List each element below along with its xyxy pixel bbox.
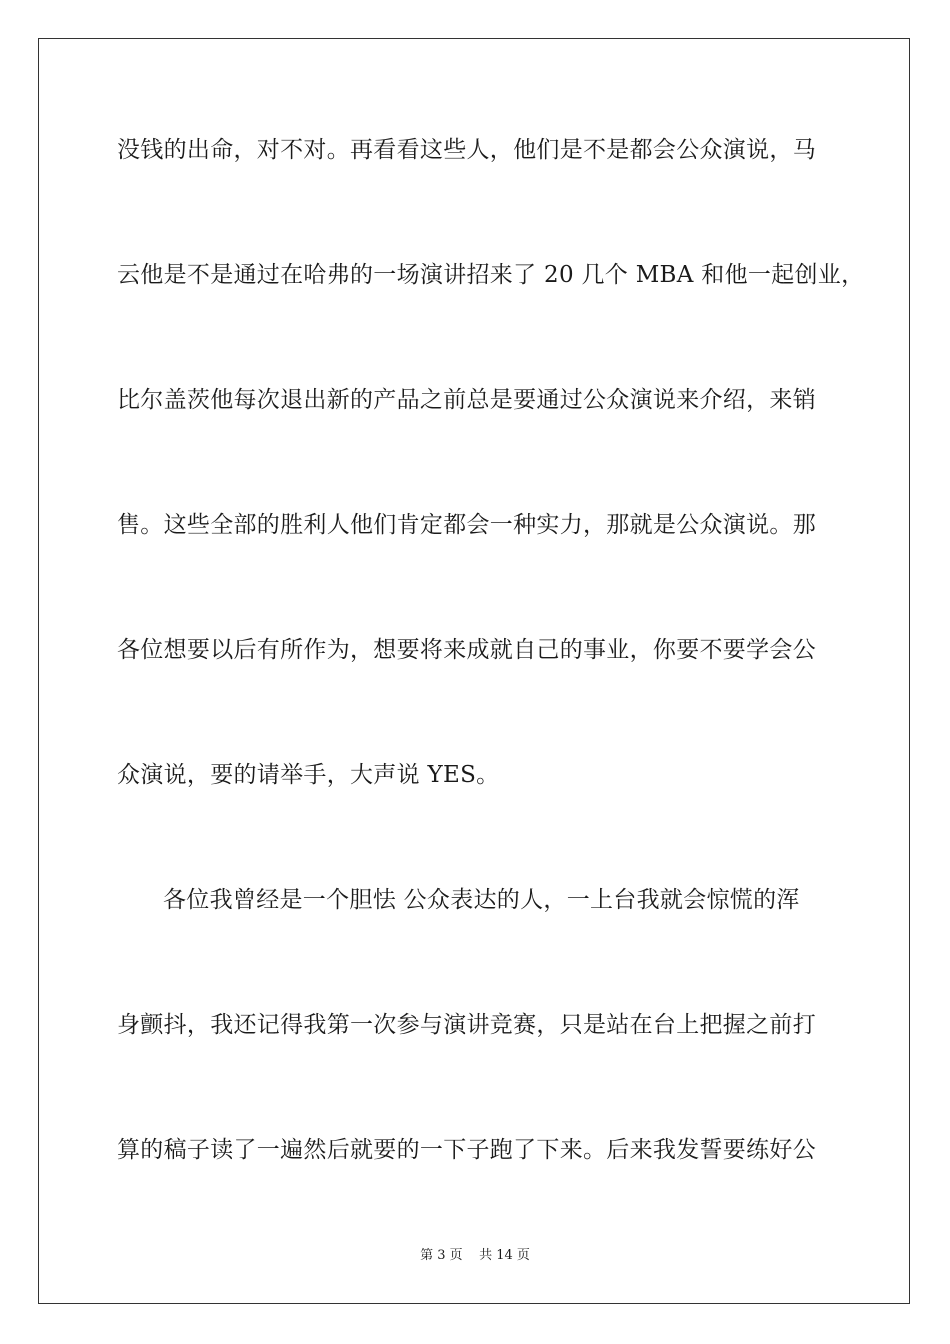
text-line: 没钱的出命，对不对。再看看这些人，他们是不是都会公众演说，马: [117, 137, 816, 163]
text-line: 各位想要以后有所作为，想要将来成就自己的事业，你要不要学会公: [117, 637, 816, 663]
page-number-footer: 第 3 页 共 14 页: [420, 1248, 530, 1263]
text-line: 售。这些全部的胜利人他们肯定都会一种实力，那就是公众演说。那: [117, 512, 816, 538]
text-line: 众演说，要的请举手，大声说 YES。: [117, 762, 500, 788]
text-line: 比尔盖茨他每次退出新的产品之前总是要通过公众演说来介绍，来销: [117, 387, 816, 413]
paragraph-first-line: 各位我曾经是一个胆怯 公众表达的人，一上台我就会惊慌的浑: [163, 887, 800, 913]
text-line: 云他是不是通过在哈弗的一场演讲招来了 20 几个 MBA 和他一起创业，: [117, 262, 865, 288]
page-border: [38, 38, 910, 1304]
text-line: 算的稿子读了一遍然后就要的一下子跑了下来。后来我发誓要练好公: [117, 1137, 816, 1163]
text-line: 身颤抖，我还记得我第一次参与演讲竞赛，只是站在台上把握之前打: [117, 1012, 816, 1038]
